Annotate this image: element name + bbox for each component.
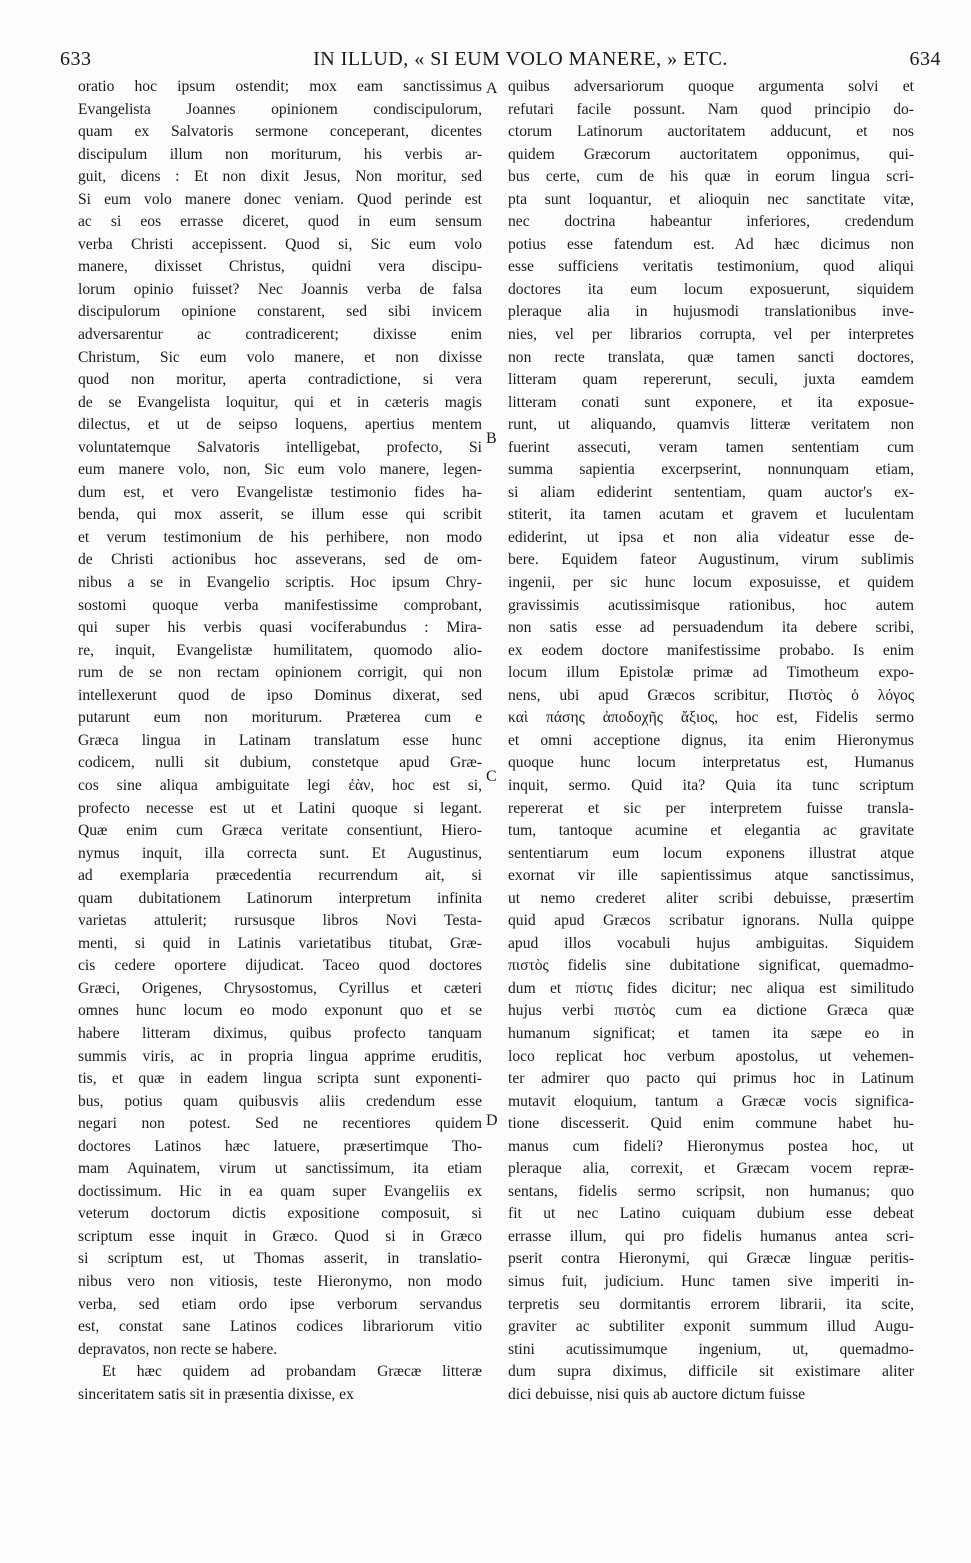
text-line: ad exemplaria præcedentia recurrendum ait, si — [78, 867, 482, 885]
text-line: fuerint assecuti, veram tamen sententiam cum — [508, 438, 914, 456]
text-line: ingenii, per sic hunc locum exposuisse, et quidem — [508, 574, 914, 592]
text-line: quidem Græcorum auctoritatem opponimus, qui- — [508, 145, 914, 163]
text-line: discipulorum opinione constarent, sed sibi invicem — [78, 303, 482, 321]
text-line: varietas attulerit; rursusque libros Novi Testa- — [78, 912, 482, 930]
text-line: Et hæc quidem ad probandam Græcæ litteræ — [102, 1363, 482, 1381]
text-line: terpretis seu dormitantis errorem librarii, ita scite, — [508, 1295, 914, 1313]
section-marker-a: A — [486, 80, 498, 97]
text-line: tione discesserit. Quid enim commune habet hu- — [508, 1115, 914, 1133]
text-line: Christum, Sic eum volo manere, et non dixisse — [78, 348, 482, 366]
text-line: Si eum volo manere donec veniam. Quod perinde est — [78, 190, 482, 208]
text-line: litteram conati sunt exponere, et ita exposue- — [508, 393, 914, 411]
text-line: negari non potest. Sed ne recentiores quidem — [78, 1115, 482, 1133]
text-line: habere litteram diximus, quibus profecto tanquam — [78, 1024, 482, 1042]
text-line: Græci, Origenes, Chrysostomus, Cyrillus et cæteri — [78, 979, 482, 997]
text-line: quam ex Salvatoris sermone conceperant, dicentes — [78, 123, 482, 141]
text-line: esse sufficiens veritatis testimonium, quod aliqui — [508, 258, 914, 276]
text-line: oratio hoc ipsum ostendit; mox eam sanctissimus — [78, 78, 482, 95]
text-line: fit ut nec Latino cuiquam dubium esse debeat — [508, 1205, 914, 1223]
text-line: verba Christi accepissent. Quod si, Sic eum volo — [78, 235, 482, 253]
text-line: sinceritatem satis sit in præsentia dixisse, ex — [78, 1385, 354, 1403]
text-line: pta sunt loquantur, et alioquin nec sanctitate vitæ, — [508, 190, 914, 208]
text-line: manus cum fideli? Hieronymus postea hoc, ut — [508, 1137, 914, 1155]
text-line: guit, dicens : Et non dixit Jesus, Non moritur, sed — [78, 168, 482, 186]
text-line: dici debuisse, nisi quis ab auctore dictum fuisse — [508, 1385, 806, 1403]
text-line: summa sapientia excerpserint, nonnunquam etiam, — [508, 461, 914, 479]
page-number-left: 633 — [60, 48, 92, 70]
text-line: nymus inquit, illa correcta sunt. Et Augustinus, — [78, 844, 482, 862]
text-line: est, constat sane Latinos codices librariorum vitio — [78, 1318, 482, 1336]
text-line: cis cedere oportere dijudicat. Taceo quod doctores — [78, 957, 482, 975]
text-line: Evangelista Joannes opinionem condiscipulorum, — [78, 100, 482, 118]
text-line: hujus verbi πιστὸς cum ea dictione Græca quæ — [508, 1002, 914, 1020]
text-line: veterum doctorum dictis expositione composuit, si — [78, 1205, 482, 1223]
text-line: eum manere volo, non, Sic eum volo manere, legen- — [78, 461, 482, 479]
text-line: errasse illum, qui pro fidelis humanus antea scri- — [508, 1227, 914, 1245]
text-line: πιστὸς fidelis sine dubitatione significat, quemadmo- — [508, 957, 914, 975]
text-line: intellexerunt quod de ipso Dominus dixerat, sed — [78, 686, 482, 704]
text-line: καὶ πάσης ἀποδοχῆς ἄξιος, hoc est, Fidelis sermo — [508, 709, 914, 727]
text-line: de Christi actionibus hoc asseverans, sed de om- — [78, 551, 482, 569]
text-line: adversarentur ac contradicerent; dixisse enim — [78, 326, 482, 344]
text-line: cos sine aliqua ambiguitate legi ἐὰν, hoc est si, — [78, 776, 482, 794]
text-line: mam Aquinatem, virum ut sanctissimum, ita etiam — [78, 1160, 482, 1178]
text-line: voluntatemque Salvatoris intelligebat, profecto, Si — [78, 438, 482, 456]
text-line: pleraque alia, correxit, et Græcam vocem repræ- — [508, 1160, 914, 1178]
text-line: et verum testimonium de his perhibere, non modo — [78, 528, 482, 546]
text-line: inquit, sermo. Quid ita? Quia ita tunc scriptum — [508, 776, 914, 794]
page-header — [60, 44, 941, 76]
text-line: omnes hunc locum eo modo exponunt quo et se — [78, 1002, 482, 1020]
text-line: quoque hunc locum interpretatus est, Humanus — [508, 754, 914, 772]
text-line: bus, potius quam quibusvis aliis credendum esse — [78, 1092, 482, 1110]
text-line: dilectus, et ut de seipso loquens, apertius mentem — [78, 416, 482, 434]
text-line: nibus a se in Evangelio scriptis. Hoc ipsum Chry- — [78, 574, 482, 592]
text-line: Græca lingua in Latinam translatum esse hunc — [78, 731, 482, 749]
text-line: potius esse fatendum est. Ad hæc dicimus non — [508, 235, 914, 253]
text-line: runt, ut aliquando, quamvis litteræ veritatem non — [508, 416, 914, 434]
text-line: benda, qui mox asserit, se illum esse qui scribit — [78, 506, 482, 524]
text-line: doctores ita eum locum exposuerunt, siquidem — [508, 280, 914, 298]
text-line: qui super his verbis quasi vociferabundus : Mira- — [78, 619, 482, 637]
text-line: dum supra diximus, difficile sit existimare aliter — [508, 1363, 914, 1381]
text-line: locum illum Epistolæ primæ ad Timotheum expo- — [508, 664, 914, 682]
text-line: litteram quam repererunt, seculi, juxta eamdem — [508, 371, 914, 389]
text-line: sentans, fidelis sermo scripsit, non humanus; quo — [508, 1182, 914, 1200]
text-line: putarunt eum non moriturum. Præterea cum e — [78, 709, 482, 727]
text-line: scriptum esse inquit in Græco. Quod si in Græco — [78, 1227, 482, 1245]
text-line: humanum significat; et tamen ita sæpe eo in — [508, 1024, 914, 1042]
text-line: quibus adversariorum quoque argumenta solvi et — [508, 78, 914, 95]
text-line: manere, dixisset Christus, quidni vera discipu- — [78, 258, 482, 276]
text-line: nens, ubi apud Græcos scribitur, Πιστὸς ὁ λόγος — [508, 686, 914, 704]
text-line: tum, tantoque acumine et elegantia ac gravitate — [508, 822, 914, 840]
text-line: stiterit, ita tamen acutam et gravem et luculentam — [508, 506, 914, 524]
text-line: et omni acceptione dignus, ita enim Hieronymus — [508, 731, 914, 749]
text-line: doctissimum. Hic in ea quam super Evangeliis ex — [78, 1182, 482, 1200]
text-line: dum est, et vero Evangelistæ testimonio fides ha- — [78, 483, 482, 501]
text-line: summis viris, ac in propria lingua apprime eruditis, — [78, 1047, 482, 1065]
text-line: quid apud Græcos scribatur ignorans. Nulla quippe — [508, 912, 914, 930]
text-line: discipulum illum non moriturum, his verbis ar- — [78, 145, 482, 163]
text-line: quam dubitationem Latinorum interpretum infinita — [78, 889, 482, 907]
text-line: mutavit eloquium, tantum a Græcæ vocis significa- — [508, 1092, 914, 1110]
text-line: repererat et sic per interpretem fuisse transla- — [508, 799, 914, 817]
text-line: nibus vero non vitiosis, teste Hieronymo, non modo — [78, 1272, 482, 1290]
text-line: menti, si quid in Latinis varietatibus titubat, Græ- — [78, 934, 482, 952]
text-line: bus certe, cum de his quæ in eorum lingua scri- — [508, 168, 914, 186]
text-line: ter admirer quo pacto qui primus hoc in Latinum — [508, 1070, 914, 1088]
text-line: sententiarum eum locum exponens illustrat atque — [508, 844, 914, 862]
text-line: ex eodem doctore manifestissime probabo. Is enim — [508, 641, 914, 659]
text-line: gravissimis acutissimisque rationibus, hoc autem — [508, 596, 914, 614]
right-text-column — [508, 76, 914, 1406]
text-line: exornat vir ille sapientissimus atque sanctissimus, — [508, 867, 914, 885]
text-line: ut nemo crederet aliter scribi debuisse, præsertim — [508, 889, 914, 907]
text-line: si scriptum est, ut Thomas asserit, in translatio- — [78, 1250, 482, 1268]
text-line: Quæ enim cum Græca veritate consentiunt, Hiero- — [78, 822, 482, 840]
text-line: ac si eos errasse diceret, quod in eum sensum — [78, 213, 482, 231]
text-line: non recte translata, quæ tamen sancti doctores, — [508, 348, 914, 366]
text-line: pleraque alia in hujusmodi translationibus inve- — [508, 303, 914, 321]
text-line: nec doctrina habeantur inferiores, credendum — [508, 213, 914, 231]
text-line: doctores Latinos hæc latuere, præsertimque Tho- — [78, 1137, 482, 1155]
text-line: dum et πίστις fides dicitur; nec aliqua est similitudo — [508, 979, 914, 997]
text-line: si aliam ediderint sententiam, quam auctor's ex- — [508, 483, 914, 501]
text-line: nies, vel per librarios corrupta, vel per interpretes — [508, 326, 914, 344]
text-line: simus fuit, judicium. Hunc tamen sive imperiti in- — [508, 1272, 914, 1290]
text-line: verba, sed etiam ordo ipse verborum servandus — [78, 1295, 482, 1313]
text-line: pserit contra Hieronymi, qui Græcæ linguæ peritis- — [508, 1250, 914, 1268]
text-line: sostomi quoque verba manifestissime comprobant, — [78, 596, 482, 614]
text-line: re, inquit, Evangelistæ humilitatem, quomodo alio- — [78, 641, 482, 659]
text-line: refutari facile possunt. Nam quod principio do- — [508, 100, 914, 118]
section-marker-d: D — [486, 1112, 498, 1129]
text-line: ctorum Latinorum auctoritatem adducunt, et nos — [508, 123, 914, 141]
text-line: rum de se non rectam opinionem corrigit, qui non — [78, 664, 482, 682]
text-line: stini acutissimumque ingenium, ut, quemadmo- — [508, 1340, 914, 1358]
text-line: ediderint, ut ipsa et non alia videatur esse de- — [508, 528, 914, 546]
text-line: profecto necesse est ut et Latini quoque si legant. — [78, 799, 482, 817]
text-line: loco replicat hoc verbum apostolus, ut vehemen- — [508, 1047, 914, 1065]
page-number-right: 634 — [909, 48, 941, 70]
text-line: quod non moritur, aperta contradictione, si vera — [78, 371, 482, 389]
left-text-column — [78, 76, 482, 1406]
text-line: lorum opinio fuisset? Nec Joannis verba de falsa — [78, 280, 482, 298]
text-line: apud illos vocabuli hujus ambiguitas. Siquidem — [508, 934, 914, 952]
text-line: codicem, nulli sit dubium, constetque apud Græ- — [78, 754, 482, 772]
text-line: de se Evangelista loquitur, qui et in cæteris magis — [78, 393, 482, 411]
section-marker-b: B — [486, 430, 497, 447]
text-line: depravatos, non recte se habere. — [78, 1340, 278, 1358]
running-title: IN ILLUD, « SI EUM VOLO MANERE, » ETC. — [313, 48, 728, 70]
text-line: tis, et quæ in eadem lingua scripta sunt exponenti- — [78, 1070, 482, 1088]
text-line: graviter ac subtiliter exponit summum illud Augu- — [508, 1318, 914, 1336]
text-line: bere. Equidem fateor Augustinum, virum sublimis — [508, 551, 914, 569]
section-marker-c: C — [486, 768, 497, 785]
text-line: non satis esse ad persuadendum ita debere scribi, — [508, 619, 914, 637]
